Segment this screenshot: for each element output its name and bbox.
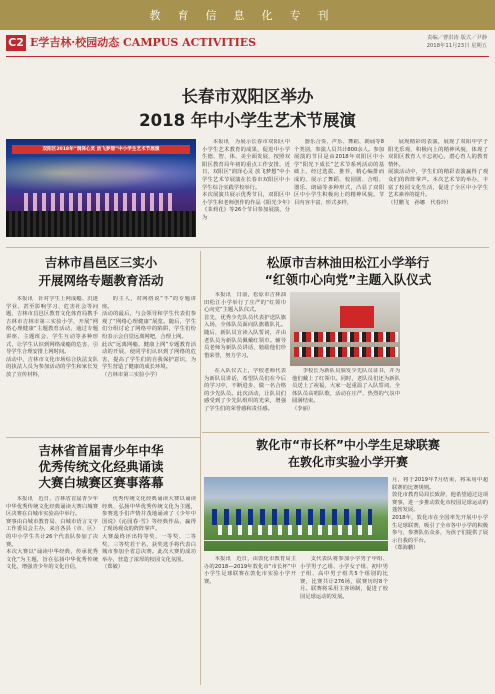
bottom-left-article-col2	[102, 496, 196, 686]
bottom-right-article-col2	[300, 556, 388, 684]
center-article-col3	[292, 368, 400, 428]
main-article-col2	[294, 139, 384, 243]
bottom-left-headline-line1: 吉林省首届青少年中华	[38, 443, 164, 458]
left-article-col1	[6, 296, 98, 432]
football-league-photo	[204, 477, 388, 551]
date-line: 2018年11月23日 星期五	[426, 43, 487, 49]
section-number: C2	[6, 35, 26, 51]
bottom-right-article-text-1: 月，将于2019年7月结束，将采用中超联赛的比赛规则。 敦化市教育局局长致辞，他希望通过这项赛事，进一步推动敦化市校园足球运动的蓬勃发展。 2018年，敦化市在全国率先开展中小学生足球联赛，吸引了全市各中小学的积极参与，参赛队伍众多，为孩子们提供了展示自我的平台。 （郑海鹏）	[392, 477, 488, 552]
main-article-col3	[388, 139, 488, 243]
bottom-left-article-text-2: 优秀传统文化经典诵读大赛以诵读经典、弘扬中华优秀传统文化为主题，参赛选手们声情并茂地诵读了《少年中国说》《沁园春·雪》等经典作品，赢得了现场观众的阵阵掌声。 大赛最终评出特等奖、一等奖、二等奖、三等奖若干名，获奖选手将代表白城市参加全省总决赛。此次大赛的成功举办，营造了浓厚的校园文化氛围。 （郑敏）	[102, 496, 196, 571]
bottom-left-article-col1	[6, 496, 98, 686]
divider-center	[202, 432, 489, 433]
left-article-text-1: 本报讯 针对学生上网成瘾、沉迷学业、甚至影响学习、危害社会等问题，吉林市昌邑区教育文化体育局携手吉林市吉林市第三实验小学，开展“网络心理健康”主题教育活动，通过专题讲座、主题班会、学生互动等多种形式，让学生认识到网络成瘾的危害，引导学生合理安排上网时间。 活动中，吉林市文化市场综合执法支队的执法人员为参加活动的学生和家长发放了宣传材料，	[6, 296, 98, 378]
center-article-text-2: 在入队仪式上，学校老师代表为新队员讲话，希望队员们在今后的学习中，不断进步，做一名合格的少先队员。此次活动，让队员们感受到了少先队组织的光荣，增强了学生们的荣誉感和责任感。	[204, 368, 286, 412]
induction-ceremony-photo	[290, 292, 400, 366]
editor-line: 责编／曹洪涛 版式／尹静	[427, 35, 487, 41]
banner-text: 教育信息化专刊	[149, 9, 346, 22]
stage-lights	[6, 157, 196, 197]
divider-main	[6, 247, 489, 248]
section-name: E学吉林·校园动态 CAMPUS ACTIVITIES	[30, 36, 257, 49]
main-article-text-3: 展现精彩的表演，展现了双阳中学子阳光乐观、积极向上的精神风貌，体现了双阳区教育人不忘初心，潜心育人的教育情怀。 展演活动中，学生们的精彩表演赢得了观众们的阵阵掌声。本次艺术节的举办，丰富了校园文化生活，促进了全区中小学生艺术素养的提升。 （付鹏飞 孙娜 代春玲）	[388, 139, 488, 206]
left-headline-line1: 吉林市昌邑区三实小	[44, 255, 158, 270]
stage-performers	[24, 193, 174, 213]
bottom-right-article-col1	[392, 477, 488, 683]
masthead-rule	[6, 56, 489, 57]
bottom-right-headline-line2: 在敦化市实验小学开赛	[287, 455, 408, 469]
pioneers-row-1	[294, 332, 398, 342]
left-headline-line2: 开展网络专题教育活动	[38, 273, 164, 288]
players-row-white	[218, 525, 374, 535]
bottom-right-caption: 本报讯 近日，由敦化市教育局主办的2018—2019年敦化市“市长杯”中小学生足球联赛在敦化市实验小学开赛。	[204, 556, 296, 585]
bottom-left-headline-line2: 优秀传统文化经典诵读	[38, 459, 164, 474]
center-article-text-3: 李校长为新队员颁发少先队员证书，并为他们戴上了红领巾。同时，老队员们还为新队员送上了祝福，大家一起重温了入队誓词，全体队员高唱队歌，活动在庄严、热烈的气氛中圆满结束。 （李丽）	[292, 368, 400, 412]
top-banner	[0, 0, 495, 30]
bottom-right-article-text-2: 支代表队将参加小学男子甲组、小学男子乙组、小学女子组、初中男子组、高中男子组共5个组别的比赛，比赛共计276场，联赛历时8个月。联赛将采用主客场制，促进了校园足球运动的发展。	[300, 556, 388, 600]
main-article-text-2: 器乐合奏、声乐、舞蹈、朗诵等8个类别，参演人员共计800余人。参加展演的节目是由2018年双阳区中小学“阳光下成长”艺术节系列活动的基础上，经过选拔、推荐，精心编排而成的，展示了舞蹈、校园剧、合唱、器乐、朗诵等多种形式，凸显了双阳区中小学生积极向上的精神风貌。节目内容丰富，形式多样，	[294, 139, 384, 206]
players-row-blue	[212, 509, 372, 525]
column-divider	[200, 251, 201, 685]
divider-left	[6, 437, 200, 438]
main-headline-line1: 长春市双阳区举办	[181, 87, 314, 106]
center-headline-line2: “红领巾心向党”主题入队仪式	[264, 272, 432, 287]
left-article-text-2: 的主人，对网络说“不”的专题讲座。 活动的最后，与会领导和学生代表们参观了“网络心理健康”展览。随后，学生们分组讨论了网络中的陷阱，学生们纷纷表示会自觉远离网吧，合理上网。 此次“远离网瘾，健康上网”专题教育活动的开展，使同学们认识到了网络的危害，提高了学生们的自我保护意识，为学生营造了健康的成长环境。 （吉林市第三实验小学）	[102, 296, 196, 378]
masthead	[0, 32, 495, 54]
bottom-right-caption-col	[204, 556, 296, 684]
center-article-col1	[204, 292, 286, 366]
center-headline-line1: 松原市吉林油田松江小学举行	[266, 255, 430, 270]
center-article-col2	[204, 368, 286, 428]
bottom-left-article-text-1: 本报讯 近日，吉林省首届青少年中华优秀传统文化经典诵读大赛白城赛区决赛在白城市实验高中举行。 赛事由白城市教育局、白城市语言文字工作委员会主办，来自各县（市、区）的中小学生共计26个代表队参加了决赛。 本次大赛以“诵读中华经典，传承优秀文化”为主题，旨在弘扬中华优秀传统文化，增强青少年的文化自信，	[6, 496, 98, 571]
pioneers-row-2	[294, 347, 398, 357]
left-article-col2	[102, 296, 196, 432]
bottom-left-headline-line3: 大赛白城赛区赛事落幕	[38, 475, 164, 490]
stage-screen-banner: 双阳区2018年“润泽心灵 放飞梦想”中小学生艺术节展演	[12, 145, 190, 154]
team-flag	[340, 306, 374, 328]
stage-floor	[6, 211, 196, 237]
main-article-text-1: 本报讯 为展示长春市双阳区中小学生艺术教育的成果，促进中小学生德、智、体、美全面发展，按照双阳区教育局年初的重点工作安排，近日，双阳区“润泽心灵 放飞梦想”中小学生艺术节展演在长春市双阳区中小学生综合实践学校举行。 本次展演共展示优秀节目，双阳区中小学生和老师创作的作品《阳光少年》《茉莉花》等26个节目参加展演，分为	[202, 139, 290, 221]
main-headline-line2: 2018 年中小学生艺术节展演	[139, 111, 356, 130]
publication-info	[427, 34, 487, 50]
art-festival-stage-photo	[6, 139, 196, 237]
pitch-line	[204, 540, 388, 541]
bottom-right-headline-line1: 敦化市“市长杯”中小学生足球联赛	[256, 438, 440, 452]
center-article-text-1: 本报讯 日前，松原市吉林油田松江小学举行了庄严的“红领巾心向党”主题入队仪式。 首先，优秀少先队员代表护送队旗入场，全体队员面向队旗敬队礼。随后，新队员宣读入队誓词，并由老队员为新队员佩戴红领巾。辅导员老师为新队员讲话，勉励他们珍惜荣誉，努力学习。	[204, 292, 286, 359]
main-article-col1	[202, 139, 290, 243]
